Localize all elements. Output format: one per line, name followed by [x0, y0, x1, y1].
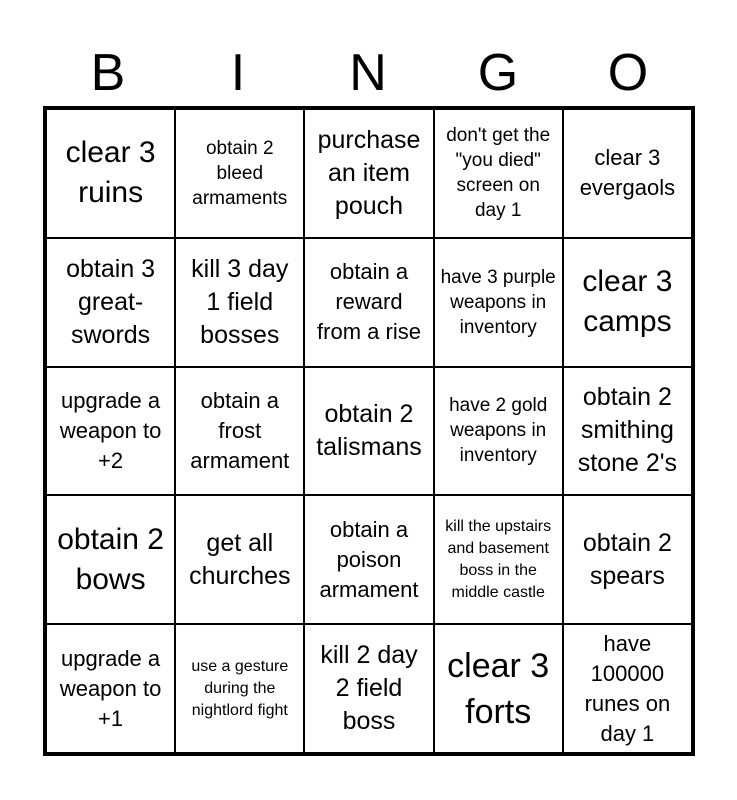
bingo-cell[interactable] [46, 109, 175, 238]
bingo-cell[interactable] [434, 495, 563, 624]
bingo-cell[interactable] [304, 495, 433, 624]
cell-text: obtain 2 talismans [316, 399, 422, 461]
bingo-cell[interactable] [175, 238, 304, 367]
bingo-cell[interactable] [434, 624, 563, 753]
cell-text: purchase an item pouch [317, 125, 421, 220]
cell-text: obtain 2 bows [57, 522, 164, 596]
cell-text: clear 3 ruins [65, 136, 156, 210]
bingo-cell[interactable] [434, 109, 563, 238]
cell-text: obtain 2 spears [582, 528, 672, 590]
cell-text: clear 3 forts [447, 646, 550, 731]
bingo-cell[interactable] [304, 109, 433, 238]
cell-text: have 100000 runes on day 1 [584, 630, 671, 746]
bingo-header [43, 40, 695, 106]
cell-text: kill 3 day 1 field bosses [191, 254, 289, 349]
bingo-cell[interactable] [434, 238, 563, 367]
cell-text: get all churches [189, 528, 291, 590]
header-letter-i: I [230, 44, 246, 102]
cell-text: have 2 gold weapons in inventory [449, 395, 548, 467]
cell-text: clear 3 evergaols [579, 145, 676, 201]
bingo-board [43, 106, 695, 756]
cell-text: obtain 2 smithing stone 2's [577, 383, 678, 478]
header-letter-o: O [607, 44, 649, 102]
bingo-cell[interactable] [175, 624, 304, 753]
bingo-cell[interactable] [563, 495, 692, 624]
bingo-cell[interactable] [304, 367, 433, 496]
cell-text: obtain a reward from a rise [317, 259, 421, 345]
bingo-cell[interactable] [46, 624, 175, 753]
bingo-cell[interactable] [46, 238, 175, 367]
cell-text: don't get the "you died" screen on day 1 [446, 125, 551, 222]
cell-text: clear 3 camps [582, 265, 673, 339]
bingo-cell[interactable] [46, 367, 175, 496]
cell-text: use a gesture during the nightlord fight [191, 657, 289, 719]
bingo-cell[interactable] [563, 624, 692, 753]
cell-text: kill the upstairs and basement boss in the middle castle [445, 517, 552, 601]
header-letter-n: N [349, 44, 387, 102]
cell-text: upgrade a weapon to +1 [59, 645, 162, 731]
bingo-cell[interactable] [175, 109, 304, 238]
cell-text: obtain 3 great-swords [66, 254, 156, 349]
cell-text: obtain a frost armament [190, 387, 290, 473]
bingo-cell[interactable] [563, 109, 692, 238]
bingo-cell[interactable] [563, 238, 692, 367]
bingo-cell[interactable] [434, 367, 563, 496]
cell-text: kill 2 day 2 field boss [320, 641, 418, 736]
header-letter-b: B [90, 44, 126, 102]
bingo-cell[interactable] [304, 624, 433, 753]
bingo-cell[interactable] [175, 495, 304, 624]
cell-text: have 3 purple weapons in inventory [440, 266, 556, 338]
bingo-cell[interactable] [304, 238, 433, 367]
cell-text: upgrade a weapon to +2 [59, 387, 162, 473]
cell-text: obtain 2 bleed armaments [192, 137, 288, 209]
bingo-cell[interactable] [175, 367, 304, 496]
cell-text: obtain a poison armament [319, 516, 419, 602]
header-letter-g: G [477, 44, 519, 102]
bingo-cell[interactable] [46, 495, 175, 624]
bingo-cell[interactable] [563, 367, 692, 496]
